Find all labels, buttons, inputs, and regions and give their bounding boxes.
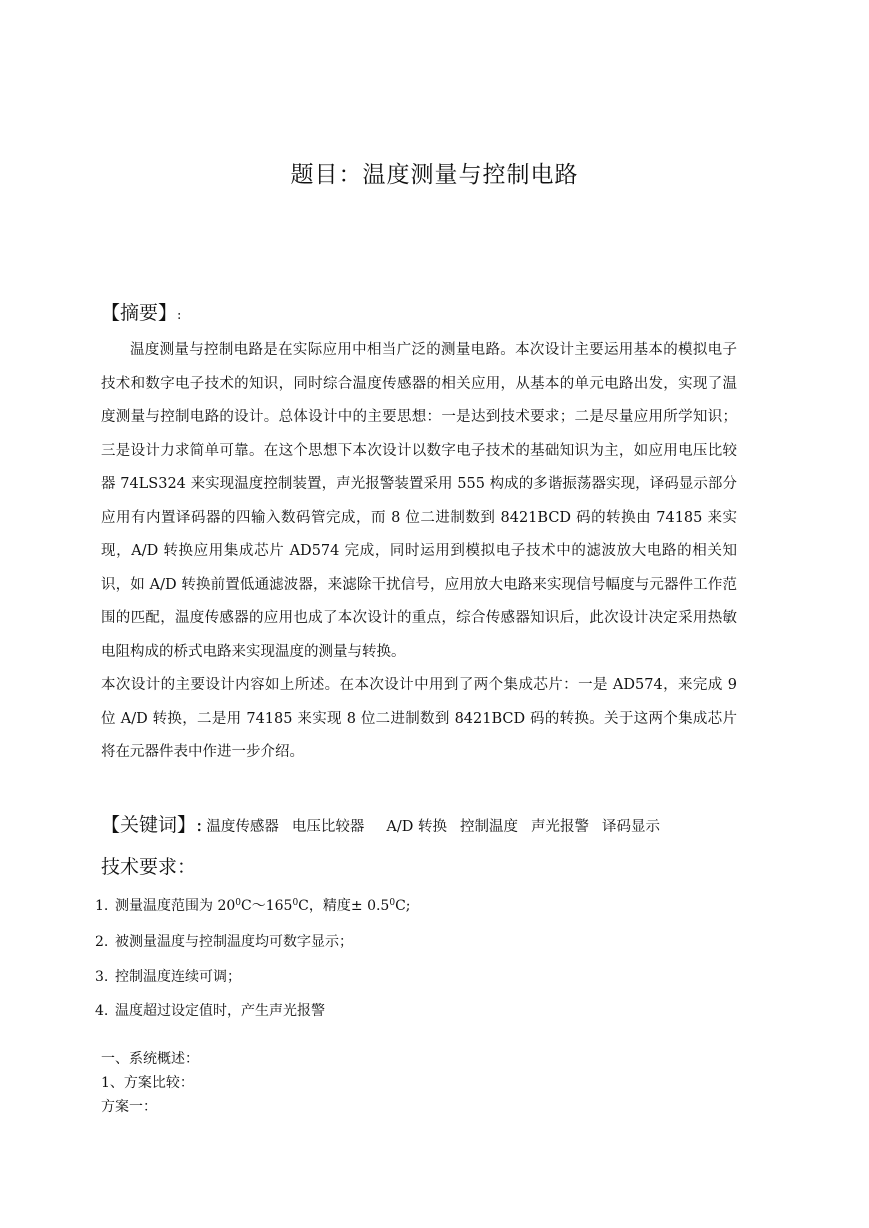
keyword: 温度传感器 (206, 819, 279, 835)
requirement-text: 测量温度范围为 20 (115, 898, 236, 914)
keyword: 电压比较器 (291, 819, 365, 835)
outline-line: 1、方案比较： (101, 1075, 194, 1091)
keyword: 控制温度 (460, 819, 518, 835)
document-title: 题目：温度测量与控制电路 (290, 162, 579, 188)
requirement-text: C; (395, 898, 411, 914)
requirement-item (95, 1000, 325, 1020)
outline-section (101, 1047, 199, 1119)
abstract-paragraph-1: 温度测量与控制电路是在实际应用中相当广泛的测量电路。本次设计主要运用基本的模拟电子技术和数字电子技术的知识，同时综合温度传感器的相关应用，从基本的单元电路出发，实现了温度测量与控制电路的设计。总体设计中的主要思想：一是达到技术要求；二是尽量应用所学知识；三是设计力求简单可靠。在这个思想下本次设计以数字电子技术的基础知识为主，如应用电压比较器 74LS324 来实现温度控制装置，声光报警装置采用 555 构成的多谐振荡器实现，译码显示部分应用有内置译码器的四输入数码管完成，而 8 位二进制数到 8421BCD 码的转换由 74185 来实现，A/D 转换应用集成芯片 AD574 完成，同时运用到模拟电子技术中的滤波放大电路的相关知识，如 A/D 转换前置低通滤波器，来滤除干扰信号，应用放大电路来实现信号幅度与元器件工作范围的匹配，温度传感器的应用也成了本次设计的重点，综合传感器知识后，此次设计决定采用热敏电阻构成的桥式电路来实现温度的测量与转换。 (101, 342, 737, 660)
requirement-number: 1. (95, 898, 109, 914)
keywords-heading: 【关键词】: (101, 814, 203, 836)
requirement-item (95, 895, 411, 915)
abstract-paragraph-2: 本次设计的主要设计内容如上所述。在本次设计中用到了两个集成芯片：一是 AD574，来完成 9 位 A/D 转换，二是用 74185 来实现 8 位二进制数到 8421BCD 码的转换。关于这两个集成芯片将在元器件表中作进一步介绍。 (101, 677, 737, 760)
keyword: A/D 转换 (386, 819, 447, 835)
requirement-text: 温度超过设定值时，产生声光报警 (115, 1003, 325, 1019)
superscript: 0 (235, 898, 241, 908)
outline-line: 一、系统概述： (101, 1051, 199, 1067)
keyword: 译码显示 (602, 819, 660, 835)
requirement-number: 2. (95, 934, 109, 950)
requirement-text: C～165 (241, 898, 293, 914)
outline-line: 方案一： (101, 1099, 157, 1115)
abstract-body (101, 334, 737, 770)
requirement-item (95, 931, 353, 951)
abstract-heading-label: 【摘要】 (101, 302, 178, 324)
tech-requirements-heading: 技术要求： (101, 856, 197, 878)
superscript: 0 (389, 898, 396, 908)
requirement-text: C，精度± 0.5 (298, 898, 390, 914)
requirement-text: 被测量温度与控制温度均可数字显示； (115, 934, 353, 950)
requirement-number: 4. (95, 1003, 109, 1019)
abstract-heading-colon: : (177, 308, 182, 323)
requirement-text: 控制温度连续可调； (115, 969, 241, 985)
keyword: 声光报警 (531, 819, 589, 835)
requirement-item (95, 966, 241, 986)
superscript: 0 (292, 898, 299, 908)
abstract-heading (101, 298, 181, 325)
requirement-number: 3. (95, 969, 109, 985)
keywords-row (101, 810, 660, 837)
